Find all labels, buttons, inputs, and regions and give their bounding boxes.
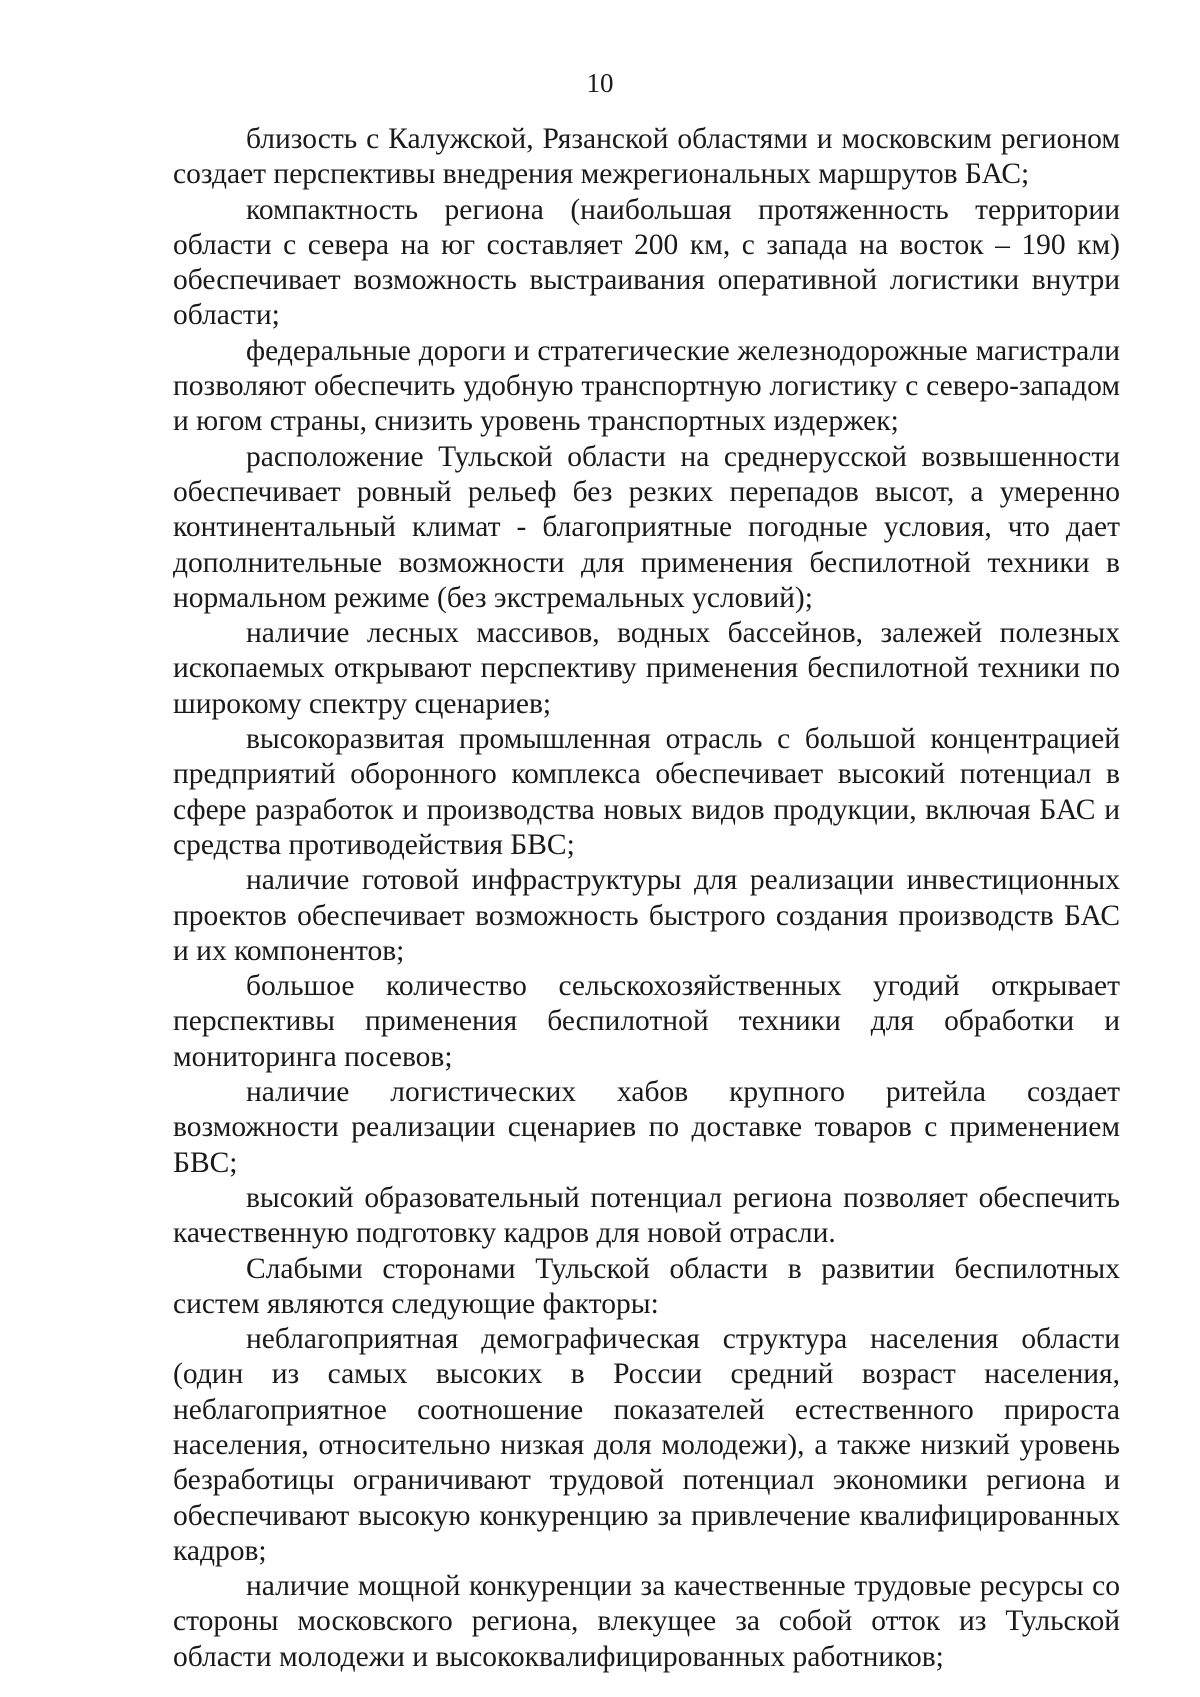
paragraph-logistics-hubs: наличие логистических хабов крупного ритейла создает возможности реализации сценариев по доставке товаров с применением БВС;	[173, 1076, 1120, 1179]
paragraph-location-relief: расположение Тульской области на среднерусской возвышенности обеспечивает ровный рельеф без резких перепадов высот, а умеренно континентальный климат - благоприятные погодные условия, что дает дополнительные возможности для применения беспилотной техники в нормальном режиме (без экстремальных условий);	[173, 440, 1120, 614]
paragraph-weaknesses-intro: Слабыми сторонами Тульской области в развитии беспилотных систем являются следующие факторы:	[173, 1252, 1120, 1320]
paragraph-natural-resources: наличие лесных массивов, водных бассейнов, залежей полезных ископаемых открывают перспективу применения беспилотной техники по широкому спектру сценариев;	[173, 617, 1120, 720]
paragraph-demographics: неблагоприятная демографическая структура населения области (один из самых высоких в России средний возраст населения, неблагоприятное соотношение показателей естественного прироста населения, относительно низкая доля молодежи), а также низкий уровень безработицы ограничивают трудовой потенциал экономики региона и обеспечивают высокую конкуренцию за привлечение квалифицированных кадров;	[173, 1323, 1120, 1567]
paragraph-federal-roads: федеральные дороги и стратегические железнодорожные магистрали позволяют обеспечить удобную транспортную логистику с северо-западом и югом страны, снизить уровень транспортных издержек;	[173, 334, 1120, 438]
page-number: 10	[586, 68, 614, 98]
paragraph-proximity-regions: близость с Калужской, Рязанской областями и московским регионом создает перспективы внедрения межрегиональных маршрутов БАС;	[173, 123, 1120, 191]
paragraph-infrastructure: наличие готовой инфраструктуры для реализации инвестиционных проектов обеспечивает возможность быстрого создания производств БАС и их компонентов;	[173, 864, 1120, 967]
paragraph-agriculture: большое количество сельскохозяйственных угодий открывает перспективы применения беспилотной техники для обработки и мониторинга посевов;	[173, 970, 1120, 1073]
paragraph-moscow-competition: наличие мощной конкуренции за качественные трудовые ресурсы со стороны московского региона, влекущее за собой отток из Тульской области молодежи и высококвалифицированных работников;	[173, 1570, 1120, 1673]
paragraph-industry: высокоразвитая промышленная отрасль с большой концентрацией предприятий оборонного комплекса обеспечивает высокий потенциал в сфере разработок и производства новых видов продукции, включая БАС и средства противодействия БВС;	[173, 723, 1120, 861]
paragraph-region-compactness: компактность региона (наибольшая протяженность территории области с севера на юг составляет 200 км, с запада на восток – 190 км) обеспечивает возможность выстраивания оперативной логистики внутри области;	[173, 193, 1120, 332]
document-body	[173, 122, 1120, 1675]
paragraph-education: высокий образовательный потенциал региона позволяет обеспечить качественную подготовку кадров для новой отрасли.	[173, 1181, 1120, 1250]
